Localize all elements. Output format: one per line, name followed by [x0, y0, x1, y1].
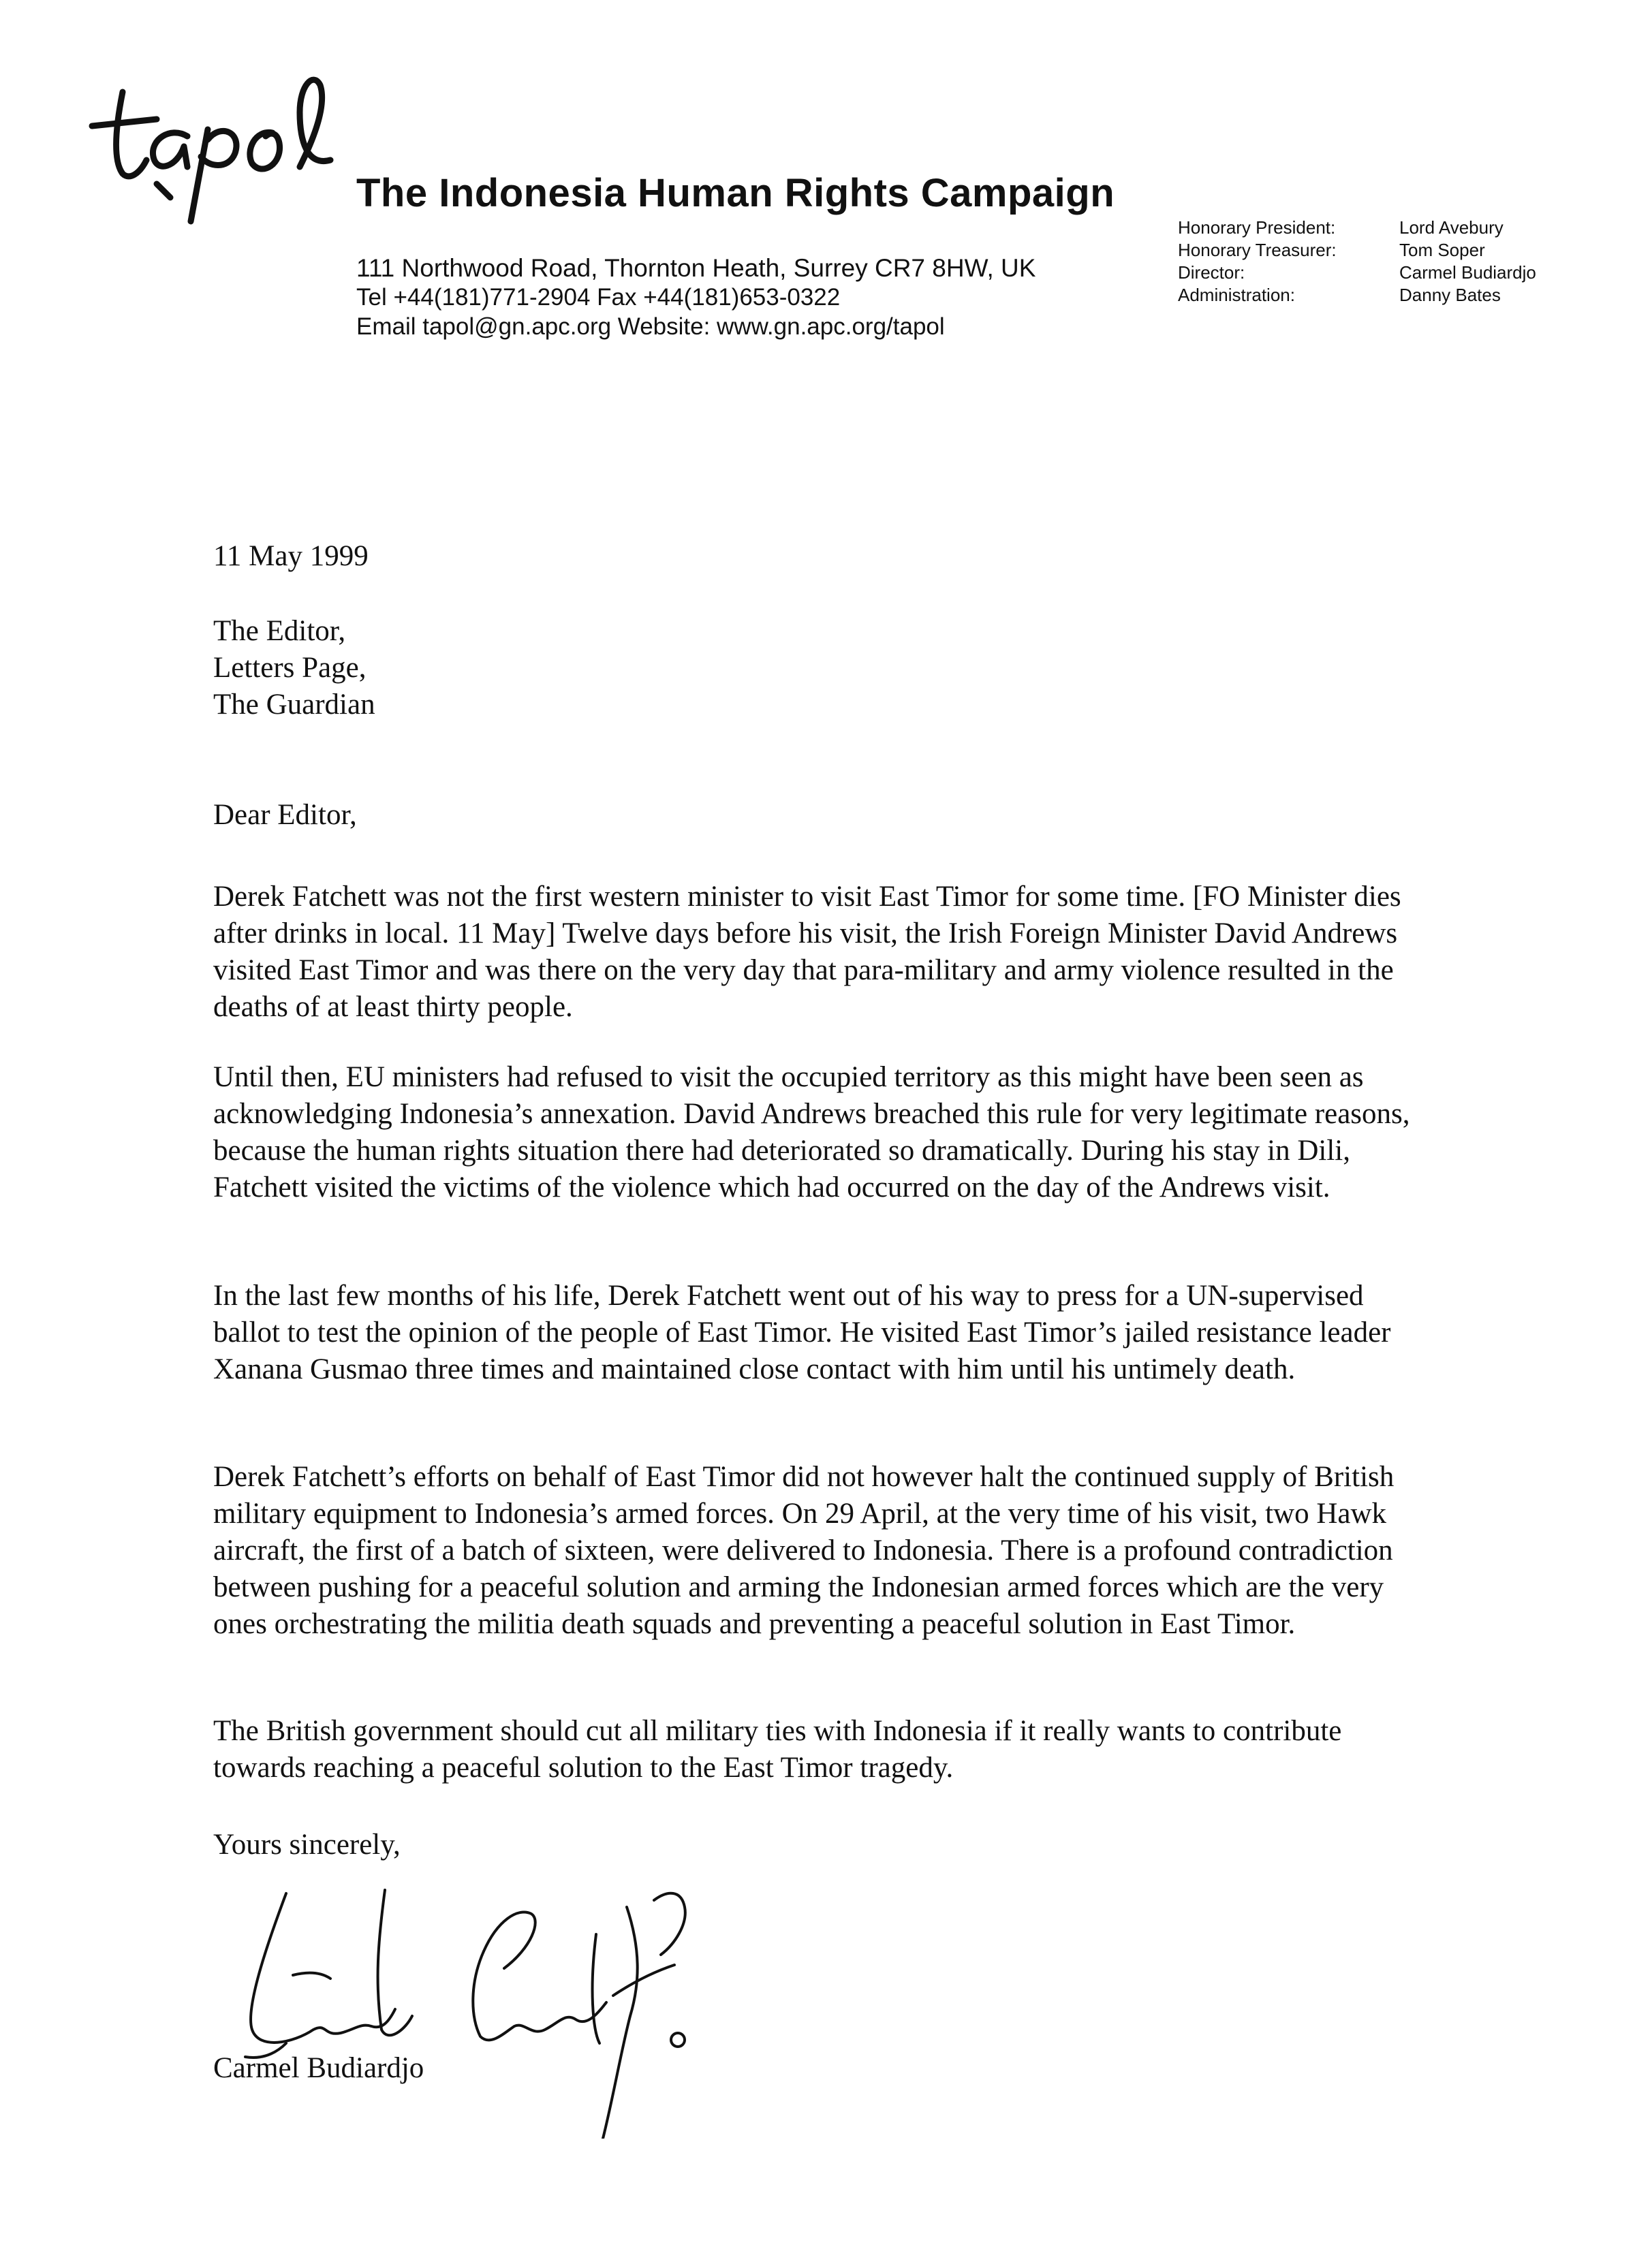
officer-name: Danny Bates [1399, 285, 1501, 305]
tapol-logo [75, 65, 347, 228]
org-name: The Indonesia Human Rights Campaign [356, 171, 1115, 215]
closing: Yours sincerely, [213, 1829, 401, 1861]
officer-role: Honorary President: [1178, 217, 1336, 238]
officer-name: Carmel Budiardjo [1399, 262, 1536, 283]
signer-name: Carmel Budiardjo [213, 2052, 424, 2084]
handwritten-signature [204, 1825, 804, 2139]
recipient-line: Letters Page, [213, 652, 367, 684]
officer-role: Director: [1178, 262, 1245, 283]
recipient-block [213, 613, 1412, 723]
officer-name: Tom Soper [1399, 240, 1485, 260]
address-line: 111 Northwood Road, Thornton Heath, Surrey CR7 8HW, UK [356, 254, 1036, 282]
body-paragraph: Until then, EU ministers had refused to visit the occupied territory as this might have been seen as acknowledging Indonesia’s annexation. David Andrews breached this rule for very legitimate reasons, because the human rights situation there had deteriorated so dramatically. During his stay in Dili, Fatchett visited the victims of the violence which had occurred on the day of the Andrews visit. [213, 1061, 1410, 1203]
body-paragraph: In the last few months of his life, Derek Fatchett went out of his way to press for a UN-supervised ballot to test the opinion of the people of East Timor. He visited East Timor’s jailed resistance leader Xanana Gusmao three times and maintained close contact with him until his untimely death. [213, 1280, 1391, 1385]
officer-names [1399, 217, 1536, 306]
letter-date: 11 May 1999 [213, 540, 369, 572]
contact-block [356, 253, 1036, 341]
body-paragraph: Derek Fatchett was not the first western minister to visit East Timor for some time. [FO Minister dies after drinks in local. 11 May] Twelve days before his visit, the Irish Foreign Minister David Andrews visited East Timor and was there on the very day that para-military and army violence resulted in the deaths of at least thirty people. [213, 881, 1401, 1023]
recipient-line: The Guardian [213, 689, 375, 721]
body-paragraph: The British government should cut all military ties with Indonesia if it really wants to contribute towards reaching a peaceful solution to the East Timor tragedy. [213, 1715, 1342, 1784]
tel-fax-line: Tel +44(181)771-2904 Fax +44(181)653-0322 [356, 284, 841, 311]
officer-roles [1178, 217, 1337, 306]
officer-role: Honorary Treasurer: [1178, 240, 1337, 260]
officer-name: Lord Avebury [1399, 217, 1504, 238]
recipient-line: The Editor, [213, 615, 346, 647]
salutation: Dear Editor, [213, 799, 357, 831]
body-paragraph: Derek Fatchett’s efforts on behalf of East Timor did not however halt the continued supply of British military equipment to Indonesia’s armed forces. On 29 April, at the very time of his visit, two Hawk aircraft, the first of a batch of sixteen, were delivered to Indonesia. There is a profound contradiction between pushing for a peaceful solution and arming the Indonesian armed forces which are the very ones orchestrating the militia death squads and preventing a peaceful solution in East Timor. [213, 1461, 1395, 1640]
email-web-line: Email tapol@gn.apc.org Website: www.gn.apc.org/tapol [356, 313, 945, 340]
officer-role: Administration: [1178, 285, 1295, 305]
